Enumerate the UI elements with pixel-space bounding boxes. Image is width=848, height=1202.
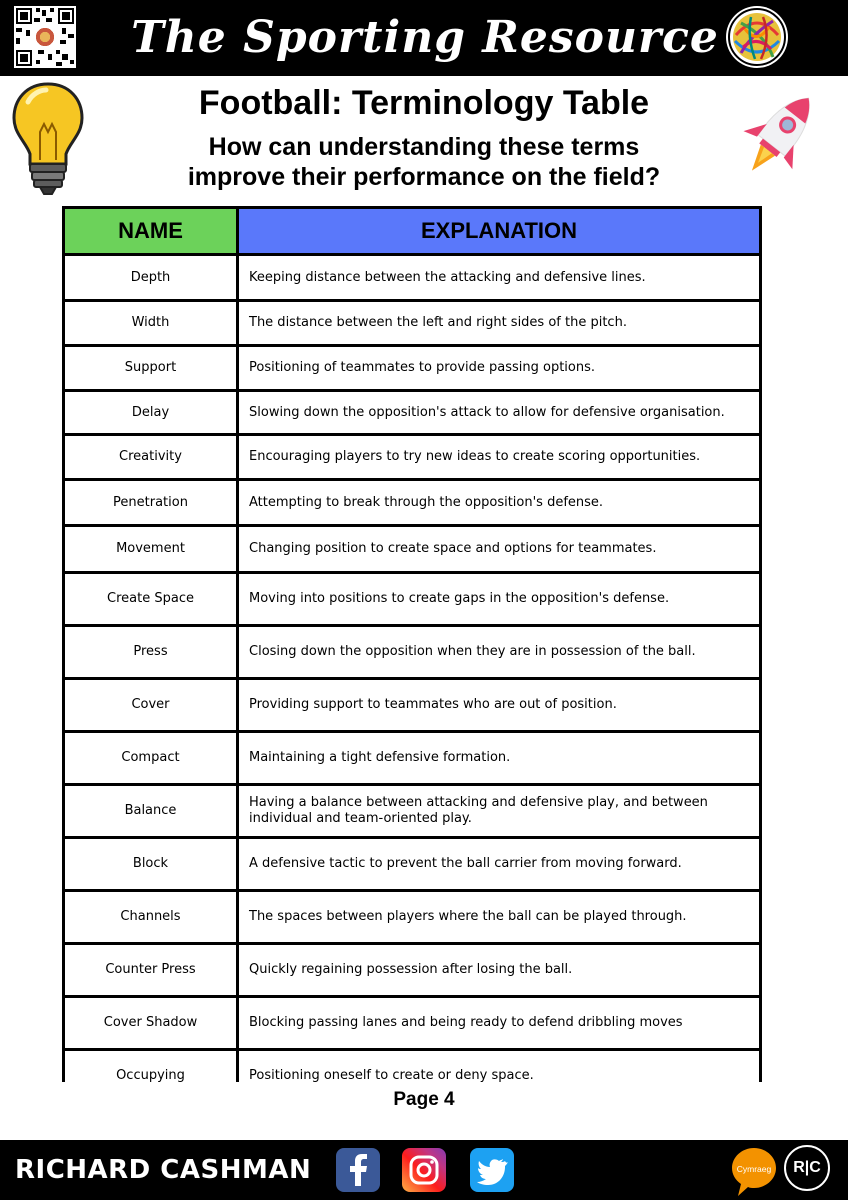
- term-explanation-cell: Moving into positions to create gaps in the opposition's defense.: [239, 574, 759, 624]
- subtitle-line-1: How can understanding these terms: [208, 133, 640, 161]
- page-subtitle: [100, 132, 748, 192]
- term-name-cell: Counter Press: [65, 945, 236, 995]
- term-name-cell: Creativity: [65, 436, 236, 478]
- term-explanation-cell: Having a balance between attacking and defensive play, and between individual and team-oriented play.: [239, 786, 759, 836]
- explanation-column-header: EXPLANATION: [239, 209, 759, 253]
- term-explanation-cell: Maintaining a tight defensive formation.: [239, 733, 759, 783]
- term-name-cell: Channels: [65, 892, 236, 942]
- term-explanation-cell: Attempting to break through the opposition's defense.: [239, 481, 759, 524]
- footer-bar: [0, 1140, 848, 1200]
- term-explanation-cell: Closing down the opposition when they are in possession of the ball.: [239, 627, 759, 677]
- term-explanation-cell: Quickly regaining possession after losing the ball.: [239, 945, 759, 995]
- lightbulb-icon: [10, 80, 86, 198]
- term-name-cell: Delay: [65, 392, 236, 433]
- cymraeg-label: Cymraeg: [736, 1164, 772, 1174]
- term-name-cell: Penetration: [65, 481, 236, 524]
- subtitle-line-2: improve their performance on the field?: [187, 163, 661, 191]
- twitter-icon[interactable]: [470, 1148, 514, 1192]
- term-explanation-cell: Blocking passing lanes and being ready to defend dribbling moves: [239, 998, 759, 1048]
- instagram-icon[interactable]: [402, 1148, 446, 1192]
- rubber-bands-logo-icon: [725, 5, 789, 69]
- rc-logo: R|C: [784, 1145, 830, 1191]
- term-name-cell: Support: [65, 347, 236, 389]
- qr-code-icon[interactable]: [14, 6, 76, 68]
- term-explanation-cell: Changing position to create space and options for teammates.: [239, 527, 759, 571]
- page-title: Football: Terminology Table: [198, 84, 650, 122]
- term-name-cell: Width: [65, 302, 236, 344]
- term-explanation-cell: Providing support to teammates who are out of position.: [239, 680, 759, 730]
- term-explanation-cell: The spaces between players where the ball can be played through.: [239, 892, 759, 942]
- term-explanation-cell: Slowing down the opposition's attack to allow for defensive organisation.: [239, 392, 759, 433]
- name-column-header: NAME: [65, 209, 236, 253]
- header-bar: [0, 0, 848, 76]
- term-name-cell: Compact: [65, 733, 236, 783]
- term-explanation-cell: The distance between the left and right sides of the pitch.: [239, 302, 759, 344]
- term-explanation-cell: A defensive tactic to prevent the ball carrier from moving forward.: [239, 839, 759, 889]
- term-name-cell: Depth: [65, 256, 236, 299]
- term-name-cell: Occupying: [65, 1051, 236, 1101]
- term-name-cell: Movement: [65, 527, 236, 571]
- author-name: RICHARD CASHMAN: [15, 1155, 312, 1185]
- term-name-cell: Cover Shadow: [65, 998, 236, 1048]
- brand-title: The Sporting Resource: [131, 12, 719, 63]
- term-name-cell: Balance: [65, 786, 236, 836]
- term-explanation-cell: Keeping distance between the attacking and defensive lines.: [239, 256, 759, 299]
- term-explanation-cell: Positioning of teammates to provide passing options.: [239, 347, 759, 389]
- term-explanation-cell: Positioning oneself to create or deny space.: [239, 1051, 759, 1101]
- term-name-cell: Cover: [65, 680, 236, 730]
- term-name-cell: Press: [65, 627, 236, 677]
- term-name-cell: Create Space: [65, 574, 236, 624]
- term-explanation-cell: Encouraging players to try new ideas to create scoring opportunities.: [239, 436, 759, 478]
- cymraeg-badge-icon[interactable]: [730, 1146, 778, 1198]
- term-name-cell: Block: [65, 839, 236, 889]
- terminology-table: [62, 206, 762, 1082]
- facebook-icon[interactable]: [336, 1148, 380, 1192]
- page-number: Page 4: [393, 1089, 455, 1110]
